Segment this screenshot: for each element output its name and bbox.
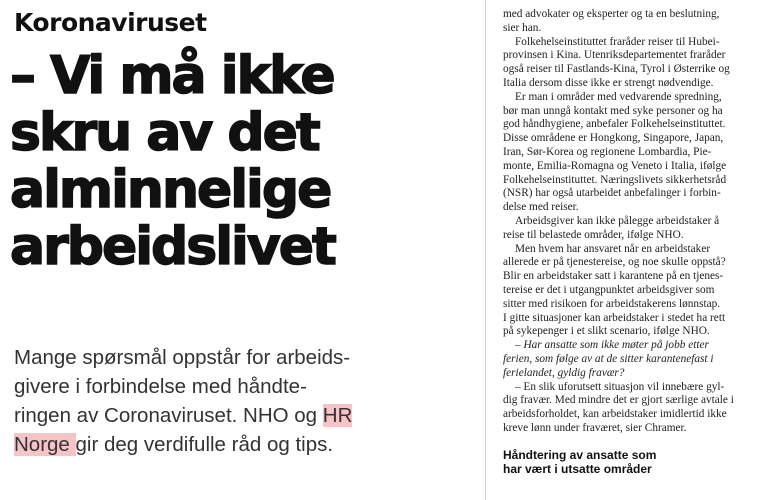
- lead-line: [14, 430, 484, 459]
- subheading: [503, 448, 765, 476]
- body-line: sitter med risikoen for arbeidstakerens lønnstap.: [503, 297, 721, 310]
- body-line: Folkehelseinstituttet. Næringslivets sikkerhetsråd: [503, 173, 727, 186]
- headline-line: – Vi må ikke: [10, 46, 334, 106]
- body-line: delse med reiser.: [503, 201, 579, 214]
- body-line: på sykepenger i et slikt scenario, ifølge NHO.: [503, 325, 710, 338]
- body-column: [503, 8, 765, 476]
- headline-line: skru av det: [10, 103, 319, 163]
- highlighted-text: Norge: [14, 433, 76, 456]
- body-line: allerede er på tjenestereise, og noe skulle oppstå?: [503, 256, 726, 269]
- body-line: Folkehelseinstituttet fraråder reiser til Hubei-: [515, 35, 720, 48]
- body-line: med advokater og eksperter og ta en beslutning,: [503, 8, 720, 20]
- column-divider: [485, 0, 486, 500]
- section-kicker: Koronaviruset: [14, 8, 207, 37]
- body-line: – Har ansatte som ikke møter på jobb etter: [515, 339, 709, 352]
- subheading-line: har vært i utsatte områder: [503, 461, 652, 476]
- body-line: bør man unngå kontakt med syke personer og ha: [503, 104, 723, 117]
- lead-line: [14, 401, 484, 430]
- body-line: ferielandet, gyldig fravær?: [503, 366, 625, 379]
- lead-text: gir deg verdifulle råd og tips.: [75, 433, 334, 456]
- body-line: Disse områdene er Hongkong, Singapore, Japan,: [503, 132, 724, 145]
- body-line: Er man i områder med vedvarende spredning,: [515, 90, 722, 103]
- body-line: provinsen i Kina. Utenriksdepartementet fraråder: [503, 49, 726, 62]
- lead-line: Mange spørsmål oppstår for arbeids-: [14, 346, 351, 369]
- headline-line: alminnelige: [10, 160, 331, 220]
- body-line: – En slik uforutsett situasjon vil innebære gyl-: [515, 380, 725, 393]
- body-line: Men hvem har ansvaret når en arbeidstaker: [515, 242, 711, 255]
- lead-text: ringen av Coronaviruset. NHO og: [14, 404, 323, 427]
- body-line: Iran, Sør-Korea og regionene Lombardia, Pie-: [503, 145, 712, 158]
- body-line: Arbeidsgiver kan ikke pålegge arbeidstaker å: [515, 214, 720, 227]
- highlighted-text: HR: [322, 404, 353, 427]
- body-line: tereise er det i utgangpunktet arbeidsgiver som: [503, 283, 715, 296]
- body-line: arbeidsforholdet, kan arbeidstaker imidlertid ikke: [503, 408, 727, 421]
- subheading-line: Håndtering av ansatte som: [503, 447, 657, 462]
- headline-line: arbeidslivet: [10, 217, 335, 277]
- body-line: Italia dersom disse ikke er strengt nødvendige.: [503, 76, 714, 89]
- headline: [10, 48, 480, 276]
- body-line: (NSR) har også utarbeidet anbefalinger i forbin-: [503, 187, 721, 200]
- body-line: Blir en arbeidstaker satt i karantene på en tjenes-: [503, 270, 724, 283]
- body-line: kreve lønn under fraværet, sier Chramer.: [503, 421, 687, 434]
- body-line: sier han.: [503, 21, 542, 34]
- lead-line: givere i forbindelse med håndte-: [14, 375, 307, 398]
- lead-paragraph: [14, 343, 484, 459]
- body-line: også reiser til Fastlands-Kina, Tyrol i Østerrike og: [503, 63, 730, 76]
- body-line: reise til belastede områder, ifølge NHO.: [503, 228, 684, 241]
- body-line: god håndhygiene, anbefaler Folkehelseinstituttet.: [503, 118, 726, 131]
- body-line: ferien, som følge av at de sitter karantenefast i: [503, 352, 714, 365]
- body-line: dig fravær. Med mindre det er gjort særlige avtale i: [503, 394, 734, 407]
- body-line: monte, Emilia-Romagna og Veneto i Italia, ifølge: [503, 159, 727, 172]
- body-line: I gitte situasjoner kan arbeidstaker i stedet ha rett: [503, 311, 726, 324]
